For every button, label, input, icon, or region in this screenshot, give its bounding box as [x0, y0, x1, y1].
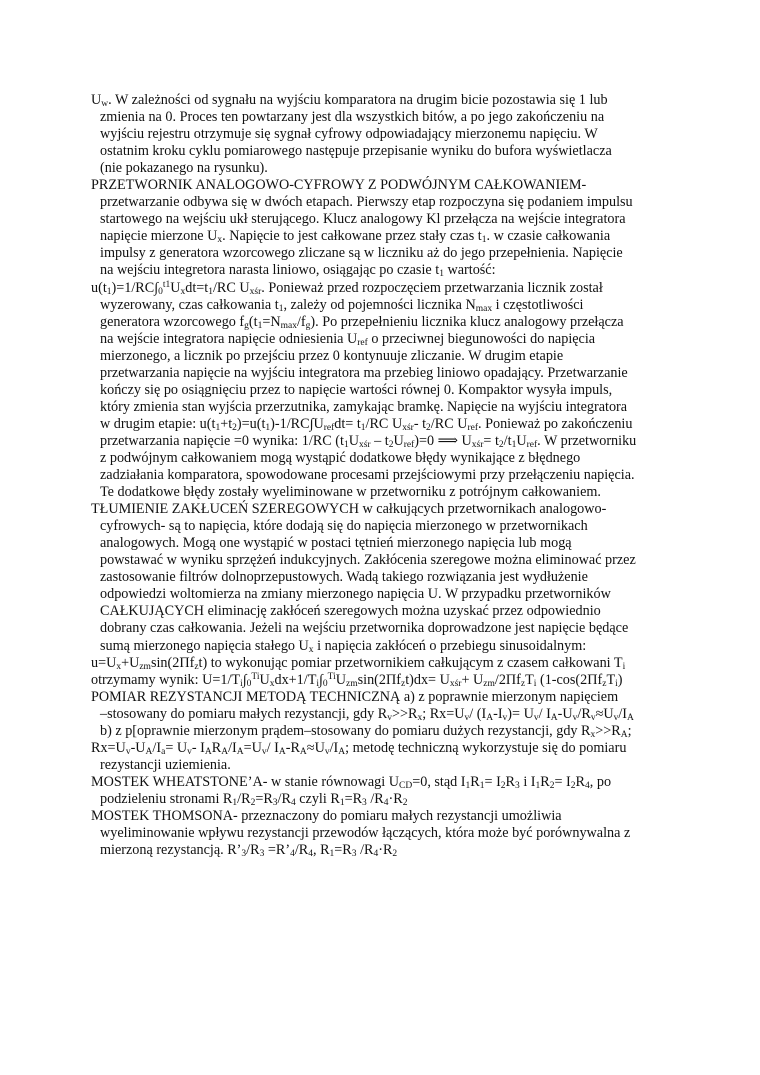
text-line: $Rx=U_v-U_A/I_a= U_v-$ $I_AR_A/I_A=U_v/$ $I_A-R_A\approx U_v/I_A$; metodę techniczną wykorzystuje się do pomiaru	[91, 739, 627, 757]
text-line: $U_w$. W zależności od sygnału na wyjściu komparatora na drugim bicie pozostawia się 1 lub	[91, 92, 608, 109]
text-line: CAŁKUJĄCYCH eliminację zakłóceń szeregowych można uzyskać przez odpowiednio	[100, 603, 601, 620]
text-line: MOSTEK THOMSONA- przeznaczony do pomiaru małych rezystancji umożliwia	[91, 807, 562, 824]
text-line: na wejście integratora napięcie odniesienia $U_{ref}$ o przeciwnej biegunowości do napięcia	[100, 330, 596, 348]
text-line: napięcie mierzone $U_x$. Napięcie to jest całkowane przez stały czas $t_1$. w czasie całkowania	[100, 228, 611, 246]
text-line: analogowych. Mogą one wystąpić w postaci tętnień mierzonego napięcia lub mogą	[100, 535, 572, 552]
text-line: TŁUMIENIE ZAKŁUCEŃ SZEREGOWYCH w całkujących przetwornikach analogowo-	[91, 501, 607, 518]
text-line: PRZETWORNIK ANALOGOWO-CYFROWY Z PODWÓJNYM CAŁKOWANIEM-	[91, 177, 587, 194]
text-line: kończy się po osiągnięciu przez to napięcie wartości równej 0. Kompaktor wysyła impuls,	[100, 381, 613, 398]
text-line: sumą mierzonego napięcia stałego $U_x$ i napięcia zakłóceń o przebiegu sinusoidalnym:	[100, 637, 587, 655]
text-line: zadziałania komparatora, spowodowane procesami przejściowymi przy przełączeniu napięcia.	[100, 467, 635, 484]
text-line: $u=U_x+U_{zm}\sin(2\Pi f_zt)$ to wykonując pomiar przetwornikiem całkującym z czasem całkowani $T_i$	[91, 654, 626, 672]
text-line: przetwarzania napięcie =0 wynika: 1/RC $(t_1U_{xśr} - t_2U_{ref})=0$ ⟹ $U_{xśr}= t_2/t_1U_{ref}$. W przetworniku	[100, 432, 637, 450]
text-line: przetwarzania napięcie na wyjściu integratora ma przebieg liniowo opadający. Przetwarzanie	[100, 364, 628, 381]
text-line: w drugim etapie: $u(t_1+t_2)=u(t_1)-1/RC\int U_{ref}dt= t_1/RC$ $U_{xśr}-$ $t_2/RC$ $U_{ref}$. Ponieważ po zakończeniu	[100, 415, 633, 433]
text-line: wyjściu rejestru otrzymuje się sygnał cyfrowy odpowiadający mierzonemu napięciu. W	[100, 126, 598, 143]
text-line: ostatnim kroku cyklu pomiarowego następuje przepisanie wyniku do bufora wyświetlacza	[100, 143, 612, 160]
document-body	[91, 92, 691, 859]
text-line: mierzonego, a licznik po przejściu przez 0 kontynuuje zliczanie. W drugim etapie	[100, 347, 564, 364]
text-line: wyeliminowanie wpływu rezystancji przewodów łączących, która może być porównywalna z	[100, 825, 631, 842]
text-line: otrzymamy wynik: $U=1/T_i\int_0^{Ti}U_xdx+1/T_i\int_0^{Ti}U_{zm}\sin(2\Pi f_zt)dx= U_{xśr}+ U_{zm}/2\Pi f_zT_i$ ($1-\cos(2\Pi f_zT_i)$	[91, 671, 623, 689]
text-line: generatora wzorcowego $f_g(t_1=N_{max}/f_g)$. Po przepełnieniu licznika klucz analogowy przełącza	[100, 313, 624, 331]
text-line: –stosowany do pomiaru małych rezystancji, gdy $R_v>>R_x$; $Rx=U_v/$ $(I_A-I_v)= U_v/$ $I_A-U_v/R_v\approx U_v/I_A$	[100, 705, 634, 723]
text-line: przetwarzanie odbywa się w dwóch etapach. Pierwszy etap rozpoczyna się podaniem impulsu	[100, 194, 633, 211]
text-line: powstawać w wyniku sprzężeń indukcyjnych. Zakłócenia szeregowe można eliminować przez	[100, 552, 636, 569]
text-line: cyfrowych- są to napięcia, które dodają się do napięcia mierzonego w przetwornikach	[100, 518, 588, 535]
text-line: startowego na wejściu ukł sterującego. Klucz analogowy Kl przełącza na wejście integratora	[100, 211, 626, 228]
text-line: POMIAR REZYSTANCJI METODĄ TECHNICZNĄ a) z poprawnie mierzonym napięciem	[91, 688, 619, 705]
text-line: zmienia na 0. Proces ten powtarzany jest dla wszystkich bitów, a po jego zakończeniu na	[100, 109, 605, 126]
text-line: $u(t_1)=1/RC\int_0^{t1}U_xdt=t_1/RC$ $U_{xśr}$. Ponieważ przed rozpoczęciem przetwarzania licznik został	[91, 279, 603, 297]
text-line: impulsy z generatora wzorcowego zliczane są w liczniku aż do jego przepełnienia. Napięcie	[100, 245, 623, 262]
text-line: na wejściu integretora narasta liniowo, osiągając po czasie $t_1$ wartość:	[100, 262, 496, 280]
text-line: b) z p[oprawnie mierzonym prądem–stosowany do pomiaru dużych rezystancji, gdy $R_x>>R_A$;	[100, 722, 632, 740]
text-line: wyzerowany, czas całkowania $t_1$, zależy od pojemności licznika $N_{max}$ i częstotliwości	[100, 296, 584, 314]
text-line: Te dodatkowe błędy zostały wyeliminowane w przetworniku z potrójnym całkowaniem.	[100, 484, 601, 501]
text-line: rezystancji uziemienia.	[100, 756, 231, 773]
text-line: (nie pokazanego na rysunku).	[100, 160, 268, 177]
text-line: odpowiedzi woltomierza na zmiany mierzonego napięcia U. W przypadku przetworników	[100, 586, 611, 603]
text-line: zastosowanie filtrów dolnoprzepustowych. Wadą takiego rozwiązania jest wydłużenie	[100, 569, 588, 586]
text-line: z podwójnym całkowaniem mogą wystąpić dodatkowe błędy wynikające z błędnego	[100, 449, 581, 466]
text-line: MOSTEK WHEATSTONE’A- w stanie równowagi $U_{CD}=0$, stąd $I_1R_1= I_2R_3$ i $I_1R_2= I_2R_4$, po	[91, 773, 612, 791]
text-line: mierzoną rezystancją. $R’_3/R_3$ $=R’_4/R_4$, $R_1=R_3$ $/R_4\cdot R_2$	[100, 842, 398, 860]
text-line: podzieleniu stronami $R_1/R_2=R_3/R_4$ czyli $R_1=R_3$ $/R_4\cdot R_2$	[100, 790, 408, 808]
text-line: który zmienia stan wyjścia przerzutnika, zamykając bramkę. Napięcie na wyjściu integratora	[100, 398, 628, 415]
text-line: dobrany czas całkowania. Jeżeli na wejściu przetwornika doprowadzone jest napięcie będące	[100, 620, 629, 637]
